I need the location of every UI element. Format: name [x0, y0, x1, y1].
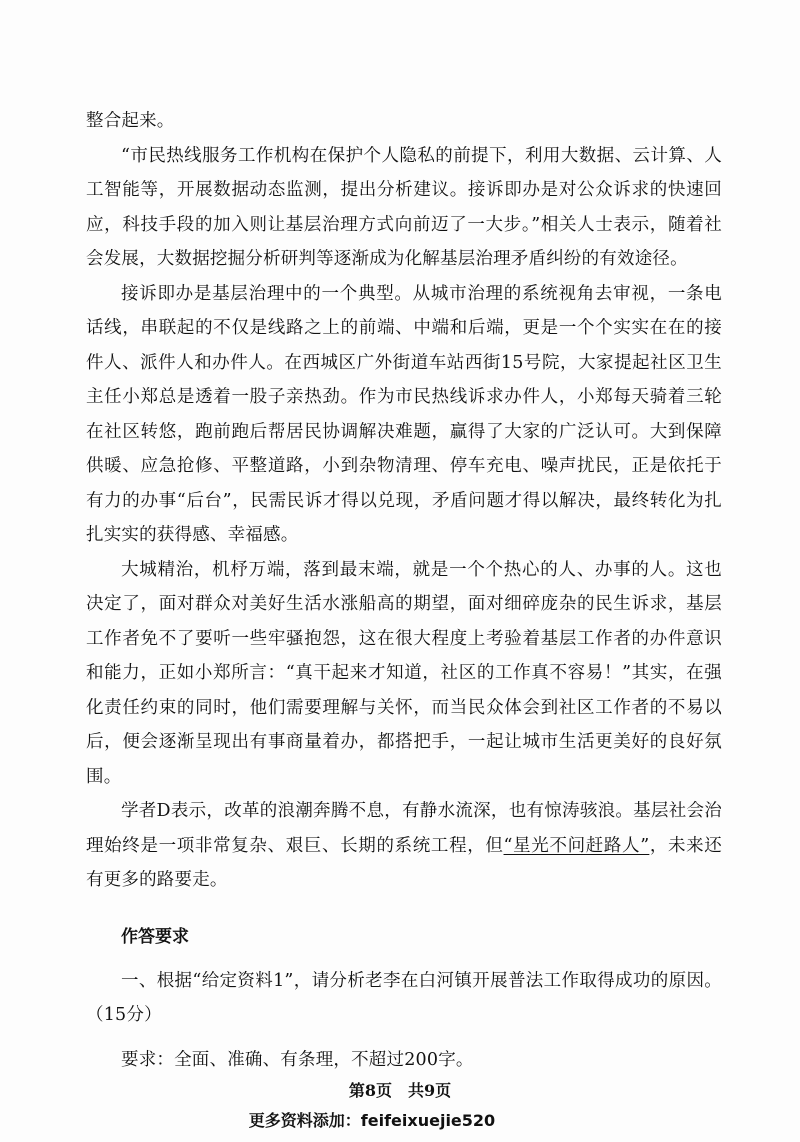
- scholar-text-before: 学者D表示，改革的浪潮奔腾不息，有静水流深，也有惊涛骇浪。基层社会治理始终是一项非常复杂、艰巨、长期的系统工程，但: [86, 801, 723, 856]
- question-text: 一、根据“给定资料1”，请分析老李在白河镇开展普法工作取得成功的原因。（15分）: [86, 970, 722, 1025]
- underlined-phrase: “星光不问赶路人”: [503, 835, 650, 856]
- paragraph-scholar-d: [86, 794, 722, 898]
- scholar-text-after: ，未来还有更多的路要走。: [86, 835, 722, 890]
- page-number: 第8页 共9页: [348, 1081, 452, 1100]
- document-body: [86, 104, 722, 1077]
- section-title: 作答要求: [121, 926, 189, 947]
- requirement-text: 要求：全面、准确、有条理，不超过200字。: [121, 1049, 474, 1070]
- paragraph-hotline-quote: “市民热线服务工作机构在保护个人隐私的前提下，利用大数据、云计算、人工智能等，开展数据动态监测，提出分析建议。接诉即办是对公众诉求的快速回应，科技手段的加入则让基层治理方式向前迈了一大步。”相关人士表示，随着社会发展，大数据挖掘分析研判等逐渐成为化解基层治理矛盾纠纷的有效途径。: [86, 145, 722, 269]
- paragraph-city-governance: 大城精治，机杼万端，落到最末端，就是一个个热心的人、办事的人。这也决定了，面对群众对美好生活水涨船高的期望，面对细碎庞杂的民生诉求，基层工作者免不了要听一些牢骚抱怨，这在很大程度上考验着基层工作者的办件意识和能力，正如小郑所言：“真干起来才知道，社区的工作真不容易！”其实，在强化责任约束的同时，他们需要理解与关怀，而当民众体会到社区工作者的不易以后，便会逐渐呈现出有事商量着办，都搭把手，一起让城市生活更美好的良好氛围。: [86, 559, 722, 787]
- watermark-text: 更多资料添加：feifeixuejie520: [248, 1111, 496, 1130]
- paragraph-intro-ending: 整合起来。: [86, 111, 175, 131]
- paragraph-xiao-zheng: 接诉即办是基层治理中的一个典型。从城市治理的系统视角去审视，一条电话线，串联起的不仅是线路之上的前端、中端和后端，更是一个个实实在在的接件人、派件人和办件人。在西城区广外街道车站西街15号院，大家提起社区卫生主任小郑总是透着一股子亲热劲。作为市民热线诉求办件人，小郑每天骑着三轮在社区转悠，跑前跑后帮居民协调解决难题，赢得了大家的广泛认可。大到保障供暖、应急抢修、平整道路，小到杂物清理、停车充电、噪声扰民，正是依托于有力的办事“后台”，民需民诉才得以兑现，矛盾问题才得以解决，最终转化为扎扎实实的获得感、幸福感。: [86, 283, 722, 545]
